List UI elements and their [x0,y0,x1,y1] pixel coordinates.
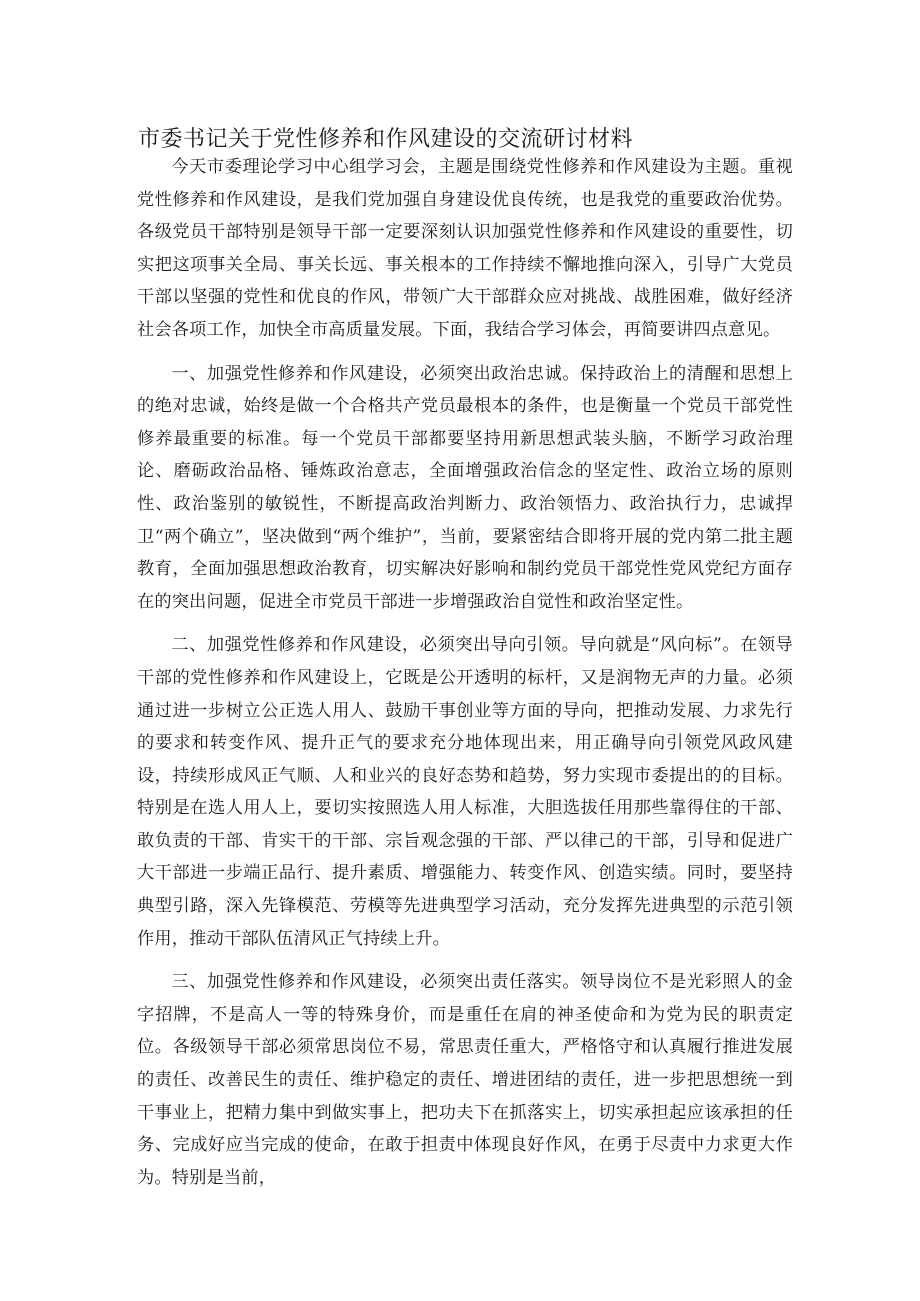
document-body [137,151,793,1205]
point-three-paragraph: 三、加强党性修养和作风建设，必须突出责任落实。领导岗位不是光彩照人的金字招牌，不是高人一等的特殊身价，而是重任在肩的神圣使命和为党为民的职责定位。各级领导干部必须常思岗位不易，常思责任重大，严格恪守和认真履行推进发展的责任、改善民生的责任、维护稳定的责任、增进团结的责任，进一步把思想统一到干事业上，把精力集中到做实事上，把功夫下在抓落实上，切实承担起应该承担的任务、完成好应当完成的使命，在敢于担责中体现良好作风，在勇于尽责中力求更大作为。特别是当前， [137,972,793,1188]
point-two-paragraph: 二、加强党性修养和作风建设，必须突出导向引领。导向就是“风向标”。在领导干部的党性修养和作风建设上，它既是公开透明的标杆，又是润物无声的力量。必须通过进一步树立公正选人用人、鼓励干事创业等方面的导向，把推动发展、力求先行的要求和转变作风、提升正气的要求充分地体现出来，用正确导向引领党风政风建设，持续形成风正气顺、人和业兴的良好态势和趋势，努力实现市委提出的的目标。特别是在选人用人上，要切实按照选人用人标准，大胆选拔任用那些靠得住的干部、敢负责的干部、肯实干的干部、宗旨观念强的干部、严以律己的干部，引导和促进广大干部进一步端正品行、提升素质、增强能力、转变作风、创造实绩。同时，要坚持典型引路，深入先锋模范、劳模等先进典型学习活动，充分发挥先进典型的示范引领作用，推动干部队伍清风正气持续上升。 [137,635,793,949]
point-one-paragraph: 一、加强党性修养和作风建设，必须突出政治忠诚。保持政治上的清醒和思想上的绝对忠诚，始终是做一个合格共产党员最根本的条件，也是衡量一个党员干部党性修养最重要的标准。每一个党员干部都要坚持用新思想武装头脑，不断学习政治理论、磨砺政治品格、锤炼政治意志，全面增强政治信念的坚定性、政治立场的原则性、政治鉴别的敏锐性，不断提高政治判断力、政治领悟力、政治执行力，忠诚捍卫“两个确立”，坚决做到“两个维护”，当前，要紧密结合即将开展的党内第二批主题教育，全面加强思想政治教育，切实解决好影响和制约党员干部党性党风党纪方面存在的突出问题，促进全市党员干部进一步增强政治自觉性和政治坚定性。 [137,363,793,612]
document-title: 市委书记关于党性修养和作风建设的交流研讨材料 [138,127,634,152]
intro-paragraph: 今天市委理论学习中心组学习会，主题是围绕党性修养和作风建设为主题。重视党性修养和作风建设，是我们党加强自身建设优良传统，也是我党的重要政治优势。各级党员干部特别是领导干部一定要深刻认识加强党性修养和作风建设的重要性，切实把这项事关全局、事关长远、事关根本的工作持续不懈地推向深入，引导广大党员干部以坚强的党性和优良的作风，带领广大干部群众应对挑战、战胜困难，做好经济社会各项工作，加快全市高质量发展。下面，我结合学习体会，再简要讲四点意见。 [137,157,793,340]
